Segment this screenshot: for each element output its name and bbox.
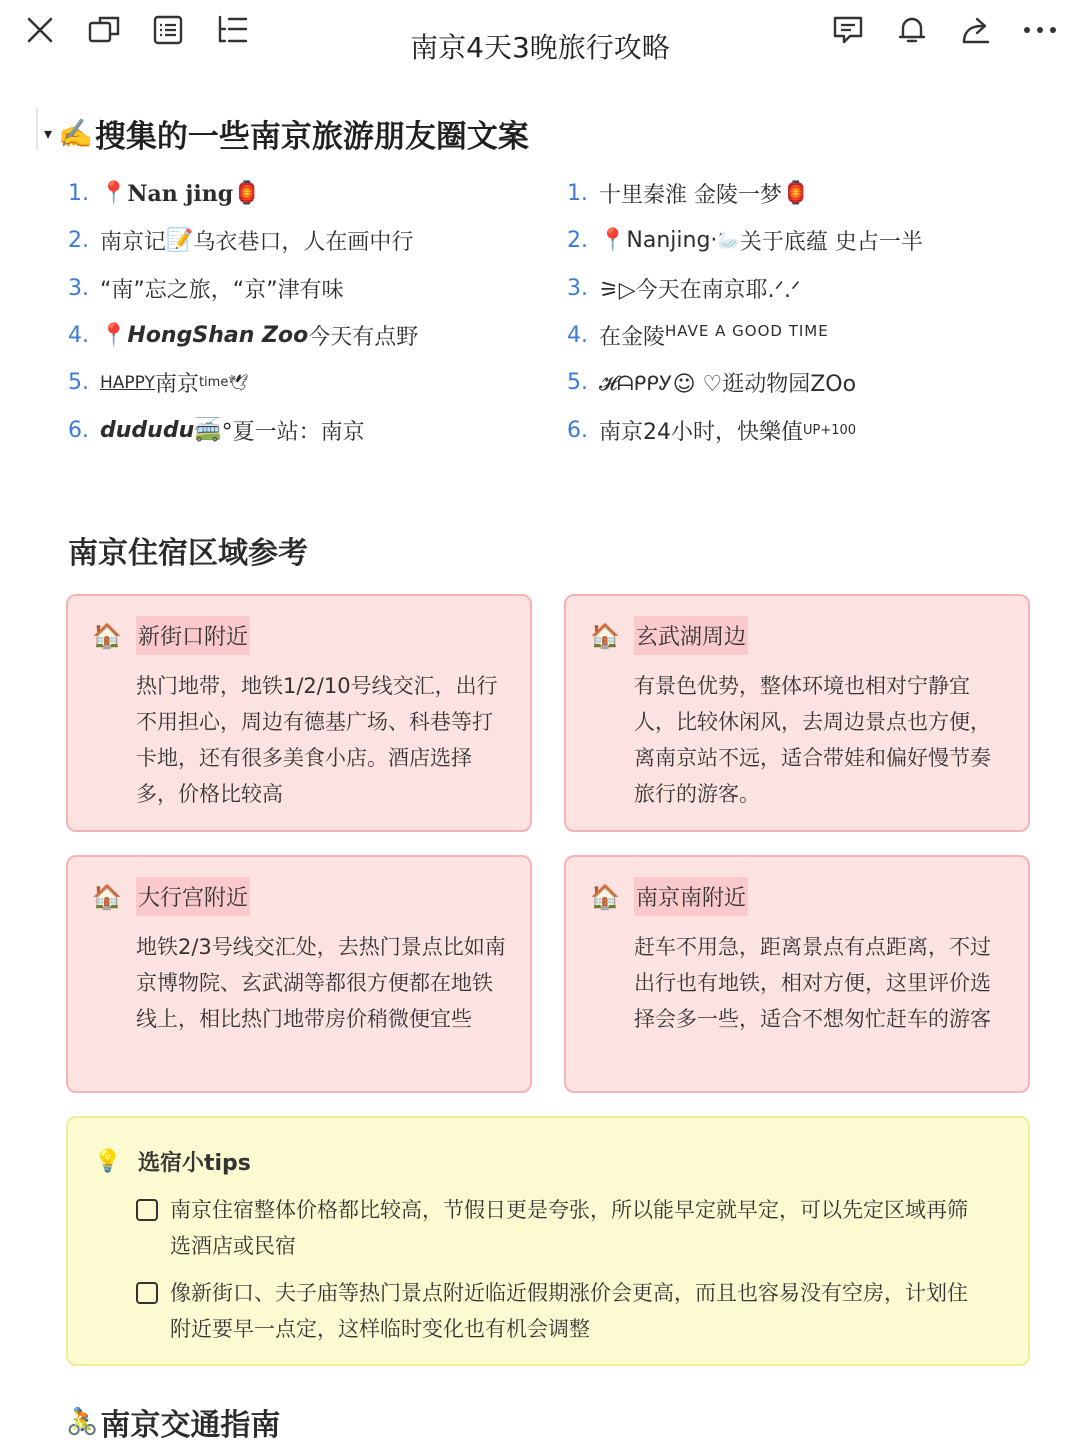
- block-guide-line: [36, 108, 38, 150]
- todo-text: 像新街口、夫子庙等热门景点附近临近假期涨价会更高，而且也容易没有空房，计划住附近要早一点定，这样临时变化也有机会调整: [170, 1281, 968, 1341]
- tips-callout[interactable]: [66, 1116, 1030, 1366]
- callout-body: 有景色优势，整体环境也相对宁静宜人，比较休闲风，去周边景点也方便，离南京站不远，适合带娃和偏好慢节奏旅行的游客。: [634, 674, 991, 806]
- list-item[interactable]: 2. 📍 Nanjing· 🦢 关于底蕴 史占一半: [567, 228, 923, 256]
- pin-icon: 📍: [100, 323, 128, 349]
- list-item[interactable]: 4. 📍 HongShan Zoo 今天有点野: [68, 323, 419, 351]
- comment-icon[interactable]: [828, 10, 868, 50]
- list-item[interactable]: 1. 十里秦淮 金陵一梦 🏮: [567, 181, 810, 209]
- callout-body: 热门地带，地铁1/2/10号线交汇，出行不用担心，周边有德基广场、科巷等打卡地，还有很多美食小店。酒店选择多，价格比较高: [136, 674, 498, 806]
- pin-icon: 📍: [599, 228, 627, 254]
- todo-item: [136, 1275, 986, 1347]
- lightbulb-icon: 💡: [94, 1149, 122, 1174]
- callout-card[interactable]: [564, 594, 1030, 832]
- list-item[interactable]: 4. 在金陵 HAVE A GOOD TIME: [567, 321, 829, 351]
- trolleybus-icon: 🚎: [194, 417, 222, 443]
- more-icon[interactable]: [1020, 10, 1060, 50]
- callout-title: 南京南附近: [634, 877, 748, 916]
- lantern-icon: 🏮: [233, 181, 261, 207]
- dove-icon: 🕊: [228, 373, 249, 393]
- list-item[interactable]: 3. “南”忘之旅，“京”津有味: [68, 275, 344, 303]
- document-title: 南京4天3晚旅行攻略: [410, 31, 670, 64]
- callout-card[interactable]: [564, 855, 1030, 1093]
- list-item[interactable]: 6. dududu 🚎 °夏一站：南京: [68, 417, 365, 445]
- house-icon: 🏠: [590, 882, 620, 911]
- writing-hand-icon: ✍️: [58, 116, 93, 150]
- callout-body: 赶车不用急，距离景点有点距离，不过出行也有地铁，相对方便，这里评价选择会多一些，适合不想匆忙赶车的游客: [634, 935, 991, 1031]
- swan-icon: 🦢: [717, 230, 740, 252]
- caption-list-left: [68, 170, 418, 454]
- checkbox[interactable]: [136, 1199, 158, 1221]
- share-icon[interactable]: [956, 10, 996, 50]
- section-heading-captions[interactable]: [44, 108, 529, 158]
- callout-title: 玄武湖周边: [634, 616, 748, 655]
- section-title: 搜集的一些南京旅游朋友圈文案: [94, 118, 529, 155]
- callout-card[interactable]: [66, 855, 532, 1093]
- house-icon: 🏠: [92, 882, 122, 911]
- todo-item: [136, 1192, 986, 1264]
- lantern-icon: 🏮: [782, 181, 810, 207]
- callout-body: 地铁2/3号线交汇处，去热门景点比如南京博物院、玄武湖等都很方便都在地铁线上，相比热门地带房价稍微便宜些: [136, 935, 506, 1031]
- list-item[interactable]: 1. 📍 Nan jing 🏮: [68, 180, 261, 207]
- list-item[interactable]: 5. 𝓗ᗩᑭᑭᎩ ☺ ♡逛动物园ZOo: [567, 370, 857, 398]
- todo-text: 南京住宿整体价格都比较高，节假日更是夸张，所以能早定就早定，可以先定区域再筛选酒店或民宿: [170, 1198, 968, 1258]
- callout-title: 新街口附近: [136, 616, 250, 655]
- cyclist-icon: 🚴: [66, 1407, 99, 1437]
- top-bar: [0, 0, 1080, 68]
- callout-card[interactable]: [66, 594, 532, 832]
- collapse-caret-icon[interactable]: ▾: [44, 123, 53, 143]
- list-item[interactable]: 2. 南京记 📝 乌衣巷口，人在画中行: [68, 228, 414, 256]
- pin-icon: 📍: [100, 181, 128, 207]
- list-item[interactable]: 5. HAPPY 南京 time 🕊: [68, 370, 249, 398]
- caption-list-right: [567, 170, 923, 454]
- list-item[interactable]: 6. 南京24小时，快樂值 UP+100: [567, 417, 857, 445]
- list-item[interactable]: 3. ⚞▷今天在南京耶.ᐟ.ᐟ: [567, 275, 801, 303]
- callout-title: 大行宫附近: [136, 877, 250, 916]
- checkbox[interactable]: [136, 1282, 158, 1304]
- memo-icon: 📝: [166, 228, 194, 254]
- house-icon: 🏠: [590, 621, 620, 650]
- bell-icon[interactable]: [892, 10, 932, 50]
- section-heading-transport: 🚴 南京交通指南: [66, 1407, 281, 1440]
- house-icon: 🏠: [92, 621, 122, 650]
- section-heading-accommodation: 南京住宿区域参考: [68, 536, 308, 571]
- tips-title: 选宿小tips: [138, 1151, 251, 1176]
